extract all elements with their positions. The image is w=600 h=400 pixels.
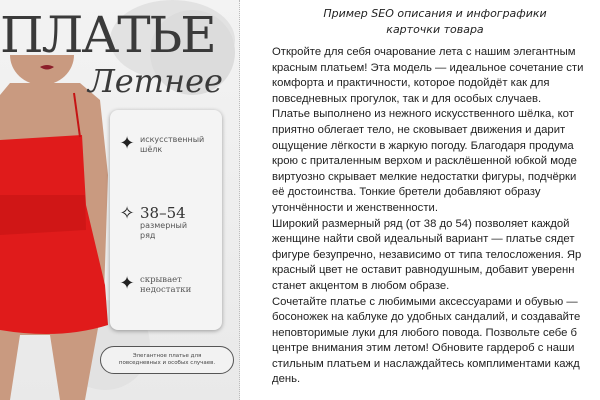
description-line: Откройте для себя очарование лета с нашим элегантным (272, 46, 576, 58)
sparkle-icon: ✦ (119, 133, 135, 154)
description-line: стильным платьем и наслаждайтесь комплиментами кажд (272, 357, 580, 370)
size-range: 38–54 (140, 204, 186, 222)
product-subtitle: Летнее (88, 62, 223, 100)
seo-heading (300, 6, 570, 38)
caption-line: повседневных и особых случаев. (118, 360, 216, 366)
description-line: ощущение лёгкости в жаркую погоду. Благодаря продума (272, 139, 574, 152)
features-panel (110, 110, 222, 330)
description-line: её достоинства. Тонкие бретели добавляют образу (272, 186, 541, 199)
description-line: комфорта и практичности, которое подойдёт как для (272, 77, 550, 90)
description-line: неповторимые луки для любого повода. Позвольте себе б (272, 326, 578, 339)
feature-text: размерный (140, 221, 188, 230)
description-line: Сочетайте платье с любимыми аксессуарами и обувью — (272, 295, 578, 308)
description-line: босоножек на каблуке до удобных сандалий, и создавайте (272, 311, 581, 324)
description-line: красный цвет не оставит равнодушным, добавит уверенн (272, 264, 575, 277)
heading-line: карточки товара (386, 23, 484, 36)
seo-description (272, 45, 596, 388)
feature-text: скрывает (140, 275, 182, 285)
model-photo (0, 55, 115, 400)
feature-text: ряд (140, 231, 156, 240)
dress-waist (0, 195, 86, 235)
description-line: приятно облегает тело, не сковывает движения и дарит (272, 123, 566, 136)
description-line: утончённости и женственности. (272, 201, 438, 214)
description-line: фигуре безупречно, независимо от типа телосложения. Яр (272, 248, 582, 261)
feature-sizes (118, 205, 187, 241)
heading-line: Пример SEO описания и инфографики (323, 7, 547, 20)
sparkle-outline-icon: ✧ (119, 203, 135, 224)
feature-text: недостатки (140, 285, 192, 295)
feature-material (118, 135, 204, 155)
feature-text: шёлк (140, 145, 163, 154)
description-line: женщине найти свой идеальный вариант — платье сядет (272, 233, 575, 246)
feature-text: искусственный (140, 135, 205, 144)
description-line: виртуозно скрывает мелкие недостатки фигуры, подчёрки (272, 170, 577, 183)
caption-pill (100, 346, 234, 374)
sparkle-icon: ✦ (119, 273, 135, 294)
description-line: Платье выполнено из нежного искусственного шёлка, кот (272, 108, 574, 121)
description-line: Широкий размерный ряд (от 38 до 54) позволяет каждой (272, 217, 570, 230)
description-line: центре внимания этим летом! Обновите гардероб с наши (272, 342, 575, 355)
product-infographic-card (0, 0, 240, 400)
description-line: крою с приталенным верхом и расклёшенной юбкой моде (272, 155, 577, 168)
description-line: день. (272, 373, 301, 386)
description-line: повседневных прогулок, так и для особых случаев. (272, 92, 542, 105)
feature-fit (118, 275, 191, 295)
description-line: красным платьем! Эта модель — идеальное сочетание сти (272, 61, 584, 74)
product-title: ПЛАТЬЕ (0, 6, 215, 64)
description-line: станет акцентом в любом образе. (272, 279, 450, 292)
caption-line: Элегантное платье для (132, 353, 202, 359)
